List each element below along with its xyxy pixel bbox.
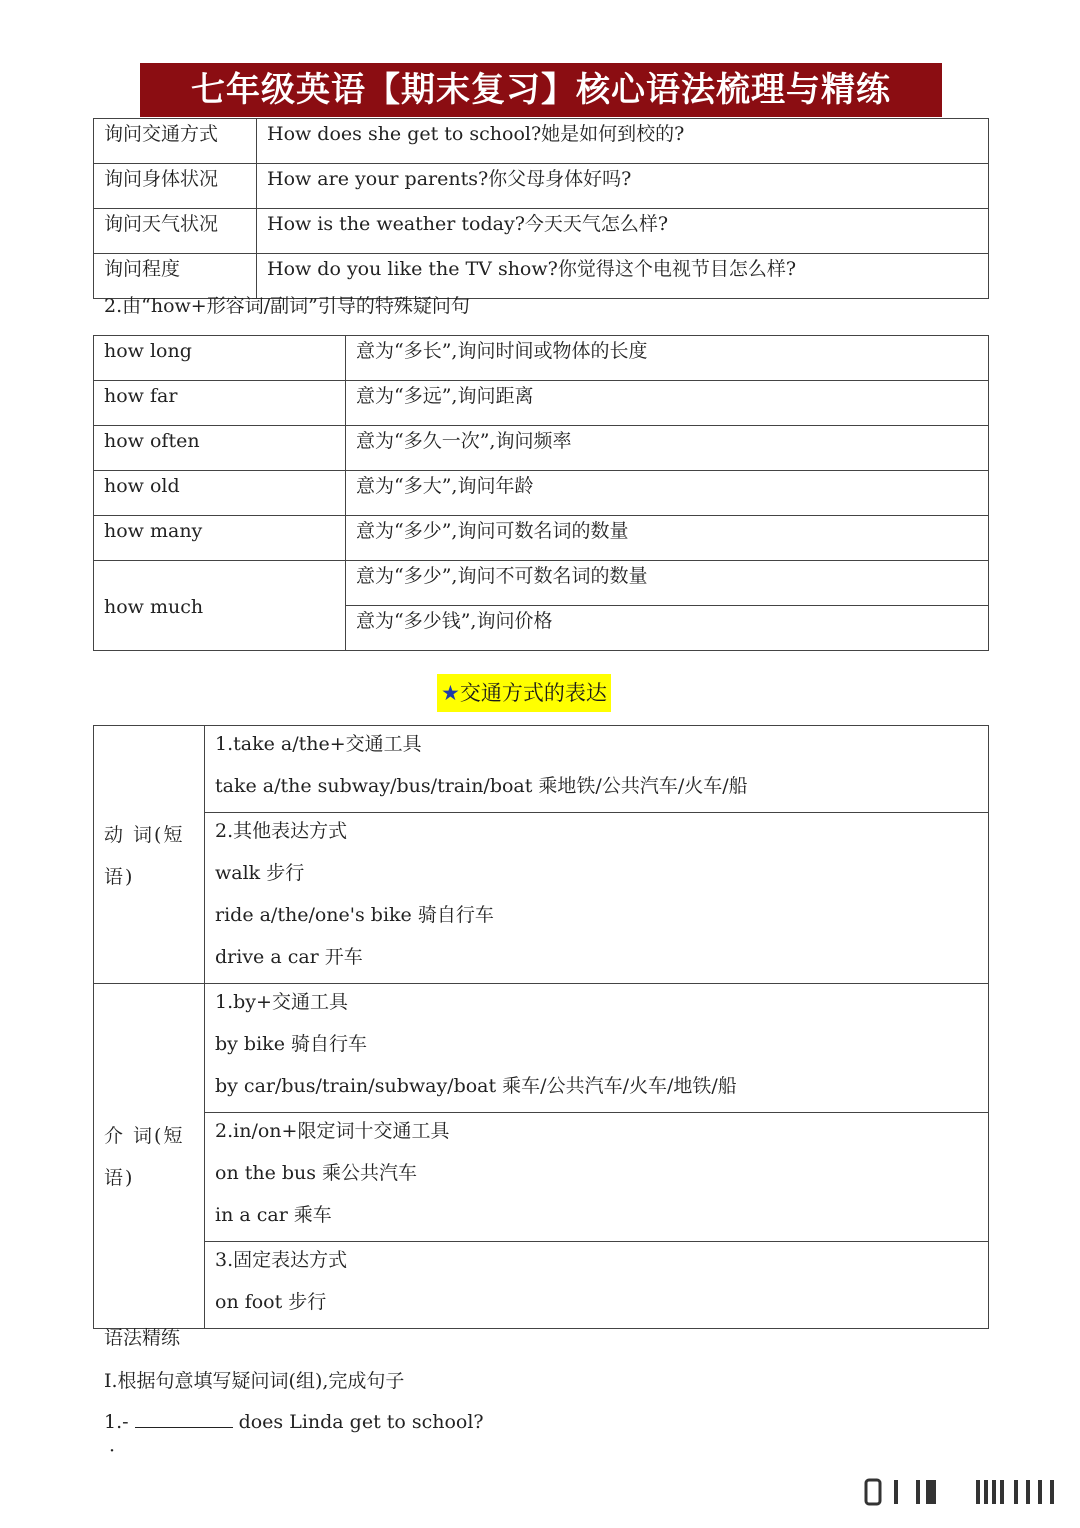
transport-expressions-table: [93, 725, 989, 1329]
group-heading: 2.其他表达方式: [215, 820, 348, 842]
practice-instruction: I.根据句意填写疑问词(组),完成句子: [104, 1370, 405, 1392]
expression-group: [205, 726, 989, 813]
practice-title: 语法精练: [104, 1327, 181, 1349]
phrase-cell: how much: [94, 561, 346, 651]
expression-line: on the bus 乘公共汽车: [215, 1162, 418, 1184]
group-heading: 1.by+交通工具: [215, 991, 348, 1013]
star-icon: ★: [441, 681, 460, 705]
phrase-cell: how often: [94, 426, 346, 471]
example-sentence: How does she get to school?她是如何到校的?: [257, 119, 989, 164]
section-title: [437, 674, 611, 712]
table-row: [94, 381, 989, 426]
expression-group: [205, 1113, 989, 1242]
table-row: [94, 336, 989, 381]
purpose-label: 询问身体状况: [94, 164, 257, 209]
phrase-cell: how far: [94, 381, 346, 426]
table-row: [94, 426, 989, 471]
meaning-cell: 意为“多久一次”,询问频率: [346, 426, 989, 471]
table-row: [94, 561, 989, 606]
expression-line: walk 步行: [215, 862, 305, 884]
page-title: 七年级英语【期末复习】核心语法梳理与精练: [140, 63, 942, 117]
expression-line: in a car 乘车: [215, 1204, 332, 1226]
phrase-cell: how long: [94, 336, 346, 381]
section-title-text: 交通方式的表达: [459, 681, 607, 705]
barcode-icon: [864, 1478, 1060, 1506]
expression-line: by car/bus/train/subway/boat 乘车/公共汽车/火车/地铁/船: [215, 1075, 737, 1097]
expression-group: [205, 813, 989, 984]
meaning-cell: 意为“多远”,询问距离: [346, 381, 989, 426]
table-row: [94, 119, 989, 164]
expression-line: by bike 骑自行车: [215, 1033, 367, 1055]
meaning-cell: 意为“多长”,询问时间或物体的长度: [346, 336, 989, 381]
section-subheading: 2.由“how+形容词/副词”引导的特殊疑问句: [104, 295, 470, 317]
expression-line: drive a car 开车: [215, 946, 363, 968]
table-row: [94, 813, 989, 984]
category-prep-label: 介 词(短语): [94, 984, 205, 1329]
expression-line: on foot 步行: [215, 1291, 327, 1313]
answer-blank[interactable]: [135, 1407, 233, 1428]
purpose-label: 询问交通方式: [94, 119, 257, 164]
expression-group: [205, 1242, 989, 1329]
table-row: [94, 164, 989, 209]
phrase-cell: how many: [94, 516, 346, 561]
question-number: 1.-: [104, 1411, 129, 1433]
table-row: [94, 984, 989, 1113]
purpose-label: 询问天气状况: [94, 209, 257, 254]
expression-group: [205, 984, 989, 1113]
question-text: does Linda get to school?: [238, 1411, 484, 1433]
expression-line: ride a/the/one's bike 骑自行车: [215, 904, 494, 926]
table-row: [94, 516, 989, 561]
expression-line: take a/the subway/bus/train/boat 乘地铁/公共汽车/火车/船: [215, 775, 748, 797]
group-heading: 1.take a/the+交通工具: [215, 733, 422, 755]
meaning-cell: 意为“多少”,询问不可数名词的数量: [346, 561, 989, 606]
meaning-cell: 意为“多大”,询问年龄: [346, 471, 989, 516]
example-sentence: How do you like the TV show?你觉得这个电视节目怎么样?: [257, 254, 989, 299]
table-row: [94, 1242, 989, 1329]
phrase-cell: how old: [94, 471, 346, 516]
purpose-label: 询问程度: [94, 254, 257, 299]
dot-mark: ·: [109, 1440, 116, 1462]
question-purpose-table: [93, 118, 989, 299]
question-1: [104, 1407, 484, 1437]
meaning-cell: 意为“多少”,询问可数名词的数量: [346, 516, 989, 561]
category-verb-label: 动 词(短语): [94, 726, 205, 984]
group-heading: 2.in/on+限定词十交通工具: [215, 1120, 450, 1142]
table-row: [94, 209, 989, 254]
table-row: [94, 1113, 989, 1242]
meaning-cell: 意为“多少钱”,询问价格: [346, 606, 989, 651]
example-sentence: How is the weather today?今天天气怎么样?: [257, 209, 989, 254]
table-row: [94, 726, 989, 813]
group-heading: 3.固定表达方式: [215, 1249, 348, 1271]
table-row: [94, 471, 989, 516]
example-sentence: How are your parents?你父母身体好吗?: [257, 164, 989, 209]
how-phrases-table: [93, 335, 989, 651]
